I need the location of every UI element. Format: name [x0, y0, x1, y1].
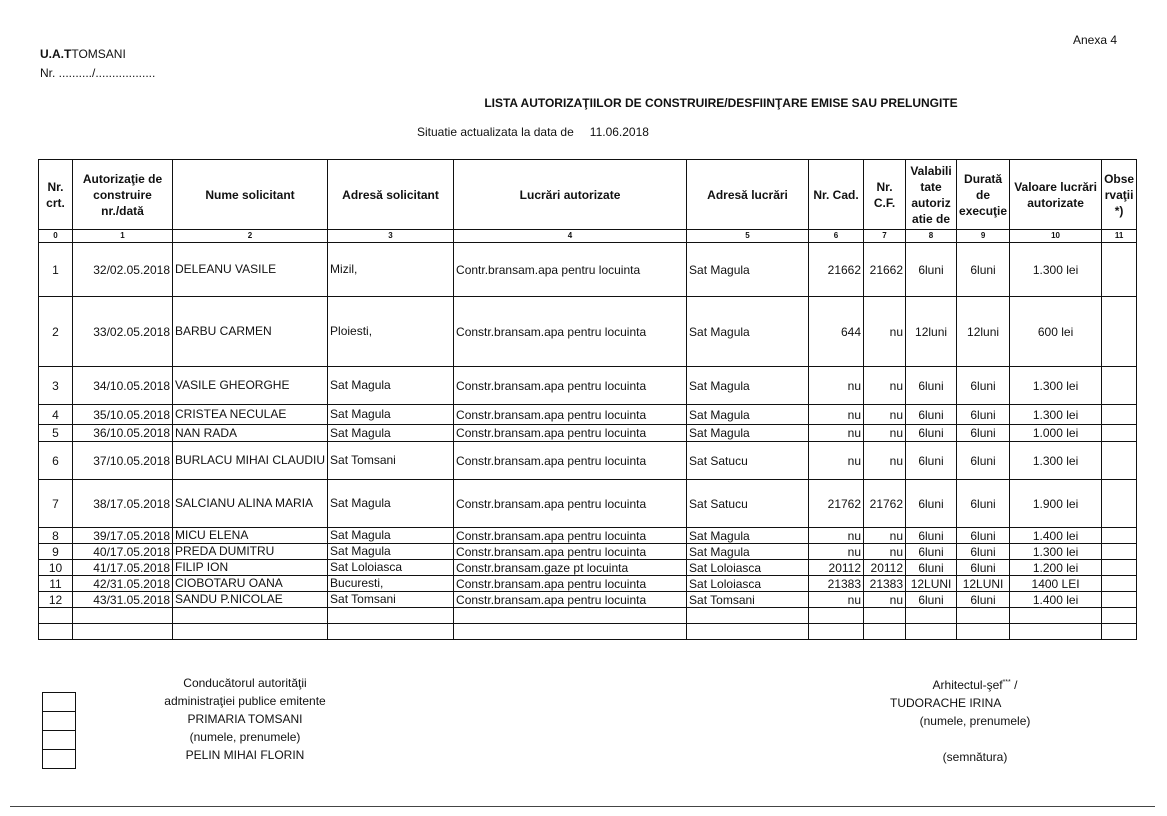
cell-cad: nu [809, 528, 864, 544]
cell-adresa-sol: Sat Magula [328, 528, 454, 544]
cell-adresa-lucr: Sat Magula [687, 544, 809, 560]
document-title: LISTA AUTORIZAŢIILOR DE CONSTRUIRE/DESFIINŢARE EMISE SAU PRELUNGITE [484, 96, 958, 110]
cell-adresa-lucr: Sat Magula [687, 297, 809, 367]
cell-obs [1102, 425, 1137, 442]
cell-cf: nu [864, 425, 906, 442]
cell-valab: 6luni [906, 592, 957, 608]
empty-cell [687, 608, 809, 624]
empty-cell [328, 624, 454, 640]
cell-aut: 35/10.05.2018 [73, 405, 173, 425]
empty-cell [1102, 608, 1137, 624]
cell-nr: 10 [39, 560, 73, 576]
architect-title: Arhitectul-şef*** / [932, 678, 1018, 692]
signature-box-4 [42, 749, 76, 769]
cell-obs [1102, 528, 1137, 544]
cell-adresa-lucr: Sat Magula [687, 528, 809, 544]
table-row [39, 442, 1137, 480]
column-index: 11 [1102, 230, 1137, 243]
cell-cad: 21662 [809, 243, 864, 297]
cell-cad: 644 [809, 297, 864, 367]
cell-durata: 6luni [957, 560, 1010, 576]
cell-cf: nu [864, 297, 906, 367]
cell-valab: 6luni [906, 367, 957, 405]
cell-cf: 21383 [864, 576, 906, 592]
cell-valoare: 1.000 lei [1010, 425, 1102, 442]
cell-obs [1102, 297, 1137, 367]
cell-durata: 6luni [957, 367, 1010, 405]
cell-aut: 33/02.05.2018 [73, 297, 173, 367]
cell-nr: 6 [39, 442, 73, 480]
empty-cell [957, 624, 1010, 640]
table-row [39, 297, 1137, 367]
cell-nr: 9 [39, 544, 73, 560]
cell-nume: PREDA DUMITRU [173, 544, 328, 560]
table-row [39, 405, 1137, 425]
cell-nume: CRISTEA NECULAE [173, 405, 328, 425]
empty-cell [864, 624, 906, 640]
cell-durata: 6luni [957, 592, 1010, 608]
cell-durata: 6luni [957, 442, 1010, 480]
uat-label: U.A.TTOMSANI [40, 47, 126, 61]
cell-lucrari: Constr.bransam.apa pentru locuinta [454, 480, 687, 528]
cell-adresa-lucr: Sat Magula [687, 405, 809, 425]
column-header: Valoare lucrări autorizate [1010, 160, 1102, 230]
cell-nr: 3 [39, 367, 73, 405]
empty-cell [864, 608, 906, 624]
cell-lucrari: Constr.bransam.apa pentru locuinta [454, 576, 687, 592]
cell-adresa-sol: Sat Loloiasca [328, 560, 454, 576]
cell-nume: NAN RADA [173, 425, 328, 442]
cell-valab: 12luni [906, 297, 957, 367]
cell-durata: 12luni [957, 297, 1010, 367]
cell-nume: SANDU P.NICOLAE [173, 592, 328, 608]
cell-aut: 34/10.05.2018 [73, 367, 173, 405]
cell-valab: 6luni [906, 528, 957, 544]
cell-nr: 7 [39, 480, 73, 528]
cell-nr: 12 [39, 592, 73, 608]
cell-obs [1102, 576, 1137, 592]
cell-valoare: 1.900 lei [1010, 480, 1102, 528]
cell-cf: 21762 [864, 480, 906, 528]
column-index: 3 [328, 230, 454, 243]
cell-nr: 8 [39, 528, 73, 544]
cell-cad: 20112 [809, 560, 864, 576]
cell-aut: 38/17.05.2018 [73, 480, 173, 528]
cell-durata: 6luni [957, 405, 1010, 425]
empty-cell [1010, 624, 1102, 640]
footer-rule [10, 806, 1155, 807]
cell-aut: 42/31.05.2018 [73, 576, 173, 592]
column-header: Adresă solicitant [328, 160, 454, 230]
cell-adresa-sol: Bucuresti, [328, 576, 454, 592]
cell-durata: 6luni [957, 528, 1010, 544]
column-index: 2 [173, 230, 328, 243]
cell-adresa-sol: Sat Magula [328, 405, 454, 425]
cell-durata: 12LUNI [957, 576, 1010, 592]
signature-box-3 [42, 730, 76, 750]
column-header: Nr. C.F. [864, 160, 906, 230]
cell-obs [1102, 442, 1137, 480]
cell-cad: 21762 [809, 480, 864, 528]
column-index: 7 [864, 230, 906, 243]
column-header: Nr. Cad. [809, 160, 864, 230]
cell-valab: 6luni [906, 405, 957, 425]
empty-cell [906, 608, 957, 624]
empty-cell [328, 608, 454, 624]
column-header: Valabili tate autoriz atie de [906, 160, 957, 230]
table-row [39, 243, 1137, 297]
authority-label: Conducătorul autorităţii [183, 676, 307, 690]
cell-obs [1102, 243, 1137, 297]
table-row [39, 528, 1137, 544]
empty-cell [173, 624, 328, 640]
cell-adresa-sol: Sat Magula [328, 425, 454, 442]
column-header: Adresă lucrări [687, 160, 809, 230]
column-index: 10 [1010, 230, 1102, 243]
cell-aut: 37/10.05.2018 [73, 442, 173, 480]
cell-adresa-lucr: Sat Satucu [687, 442, 809, 480]
cell-valoare: 600 lei [1010, 297, 1102, 367]
cell-valab: 12LUNI [906, 576, 957, 592]
empty-cell [1102, 624, 1137, 640]
empty-cell [957, 608, 1010, 624]
cell-valoare: 1400 LEI [1010, 576, 1102, 592]
architect-name: TUDORACHE IRINA [890, 696, 1002, 710]
cell-nr: 11 [39, 576, 73, 592]
cell-cf: nu [864, 442, 906, 480]
status-date-line: Situatie actualizata la data de 11.06.2018 [417, 125, 649, 139]
empty-cell [809, 608, 864, 624]
cell-adresa-lucr: Sat Magula [687, 367, 809, 405]
table-row [39, 576, 1137, 592]
empty-cell [39, 608, 73, 624]
signature-right [880, 674, 1070, 766]
empty-cell [73, 624, 173, 640]
authority-label-2: administraţiei publice emitente [164, 694, 326, 708]
cell-valoare: 1.300 lei [1010, 544, 1102, 560]
table-row [39, 560, 1137, 576]
empty-cell [1010, 608, 1102, 624]
empty-cell [173, 608, 328, 624]
cell-valoare: 1.400 lei [1010, 528, 1102, 544]
cell-lucrari: Constr.bransam.gaze pt locuinta [454, 560, 687, 576]
cell-cad: nu [809, 442, 864, 480]
mayor-name: PELIN MIHAI FLORIN [185, 748, 305, 762]
cell-valoare: 1.300 lei [1010, 367, 1102, 405]
cell-aut: 43/31.05.2018 [73, 592, 173, 608]
signature-box-1 [42, 692, 76, 712]
cell-obs [1102, 405, 1137, 425]
empty-row [39, 608, 1137, 624]
document-number: Nr. ........../.................. [40, 66, 156, 80]
table-row [39, 367, 1137, 405]
cell-adresa-lucr: Sat Satucu [687, 480, 809, 528]
column-header: Nume solicitant [173, 160, 328, 230]
cell-nr: 4 [39, 405, 73, 425]
cell-adresa-lucr: Sat Loloiasca [687, 576, 809, 592]
cell-nume: BARBU CARMEN [173, 297, 328, 367]
cell-lucrari: Constr.bransam.apa pentru locuinta [454, 592, 687, 608]
table-row [39, 544, 1137, 560]
table-index-row [39, 230, 1137, 243]
cell-valoare: 1.300 lei [1010, 405, 1102, 425]
cell-valoare: 1.300 lei [1010, 442, 1102, 480]
cell-cad: nu [809, 425, 864, 442]
authorizations-table [38, 159, 1137, 640]
column-header: Lucrări autorizate [454, 160, 687, 230]
cell-nume: BURLACU MIHAI CLAUDIU [173, 442, 328, 480]
cell-nume: DELEANU VASILE [173, 243, 328, 297]
cell-cf: 20112 [864, 560, 906, 576]
column-index: 0 [39, 230, 73, 243]
cell-obs [1102, 592, 1137, 608]
cell-durata: 6luni [957, 425, 1010, 442]
cell-valab: 6luni [906, 243, 957, 297]
empty-cell [809, 624, 864, 640]
cell-adresa-sol: Ploiesti, [328, 297, 454, 367]
signature-box-2 [42, 711, 76, 731]
cell-adresa-lucr: Sat Tomsani [687, 592, 809, 608]
cell-valoare: 1.400 lei [1010, 592, 1102, 608]
cell-lucrari: Constr.bransam.apa pentru locuinta [454, 425, 687, 442]
column-header: Nr. crt. [39, 160, 73, 230]
cell-lucrari: Constr.bransam.apa pentru locuinta [454, 367, 687, 405]
empty-cell [454, 608, 687, 624]
cell-lucrari: Constr.bransam.apa pentru locuinta [454, 544, 687, 560]
cell-nume: MICU ELENA [173, 528, 328, 544]
cell-aut: 41/17.05.2018 [73, 560, 173, 576]
empty-cell [906, 624, 957, 640]
table-header-row [39, 160, 1137, 230]
cell-adresa-lucr: Sat Loloiasca [687, 560, 809, 576]
cell-cf: nu [864, 367, 906, 405]
table-row [39, 592, 1137, 608]
empty-cell [454, 624, 687, 640]
name-caption: (numele, prenumele) [189, 730, 301, 744]
cell-cad: nu [809, 544, 864, 560]
column-index: 6 [809, 230, 864, 243]
cell-valoare: 1.200 lei [1010, 560, 1102, 576]
column-index: 8 [906, 230, 957, 243]
cell-adresa-sol: Sat Tomsani [328, 592, 454, 608]
cell-lucrari: Constr.bransam.apa pentru locuinta [454, 528, 687, 544]
cell-aut: 32/02.05.2018 [73, 243, 173, 297]
cell-obs [1102, 367, 1137, 405]
empty-cell [687, 624, 809, 640]
cell-obs [1102, 544, 1137, 560]
cell-durata: 6luni [957, 480, 1010, 528]
column-header: Durată de execuţie [957, 160, 1010, 230]
annex-label: Anexa 4 [1073, 33, 1118, 47]
cell-lucrari: Constr.bransam.apa pentru locuinta [454, 405, 687, 425]
signature-left [150, 674, 340, 764]
empty-row [39, 624, 1137, 640]
cell-durata: 6luni [957, 544, 1010, 560]
cell-cf: nu [864, 528, 906, 544]
cell-valab: 6luni [906, 480, 957, 528]
cell-valab: 6luni [906, 544, 957, 560]
cell-cad: nu [809, 592, 864, 608]
architect-caption: (numele, prenumele) [919, 714, 1031, 728]
cell-adresa-sol: Mizil, [328, 243, 454, 297]
cell-valoare: 1.300 lei [1010, 243, 1102, 297]
cell-aut: 36/10.05.2018 [73, 425, 173, 442]
cell-nr: 1 [39, 243, 73, 297]
column-index: 9 [957, 230, 1010, 243]
cell-valab: 6luni [906, 560, 957, 576]
cell-adresa-lucr: Sat Magula [687, 425, 809, 442]
table-row [39, 480, 1137, 528]
cell-valab: 6luni [906, 425, 957, 442]
cell-cad: 21383 [809, 576, 864, 592]
cell-nr: 5 [39, 425, 73, 442]
column-index: 4 [454, 230, 687, 243]
empty-cell [73, 608, 173, 624]
cell-nume: FILIP ION [173, 560, 328, 576]
cell-nume: VASILE GHEORGHE [173, 367, 328, 405]
cell-adresa-lucr: Sat Magula [687, 243, 809, 297]
empty-cell [39, 624, 73, 640]
cell-cf: nu [864, 592, 906, 608]
cell-cad: nu [809, 367, 864, 405]
column-header: Autorizaţie de construire nr./dată [73, 160, 173, 230]
cell-adresa-sol: Sat Magula [328, 544, 454, 560]
cell-adresa-sol: Sat Tomsani [328, 442, 454, 480]
cell-aut: 39/17.05.2018 [73, 528, 173, 544]
column-index: 5 [687, 230, 809, 243]
authority-name: PRIMARIA TOMSANI [187, 712, 303, 726]
cell-nr: 2 [39, 297, 73, 367]
cell-obs [1102, 560, 1137, 576]
cell-aut: 40/17.05.2018 [73, 544, 173, 560]
status-date: 11.06.2018 [589, 125, 649, 139]
cell-obs [1102, 480, 1137, 528]
cell-lucrari: Constr.bransam.apa pentru locuinta [454, 297, 687, 367]
cell-cf: 21662 [864, 243, 906, 297]
cell-durata: 6luni [957, 243, 1010, 297]
cell-valab: 6luni [906, 442, 957, 480]
cell-cf: nu [864, 405, 906, 425]
column-header: Obse rvaţii *) [1102, 160, 1137, 230]
cell-nume: CIOBOTARU OANA [173, 576, 328, 592]
cell-adresa-sol: Sat Magula [328, 367, 454, 405]
cell-cad: nu [809, 405, 864, 425]
table-row [39, 425, 1137, 442]
cell-adresa-sol: Sat Magula [328, 480, 454, 528]
signature-caption: (semnătura) [942, 750, 1008, 764]
cell-lucrari: Contr.bransam.apa pentru locuinta [454, 243, 687, 297]
column-index: 1 [73, 230, 173, 243]
cell-cf: nu [864, 544, 906, 560]
cell-nume: SALCIANU ALINA MARIA [173, 480, 328, 528]
cell-lucrari: Constr.bransam.apa pentru locuinta [454, 442, 687, 480]
